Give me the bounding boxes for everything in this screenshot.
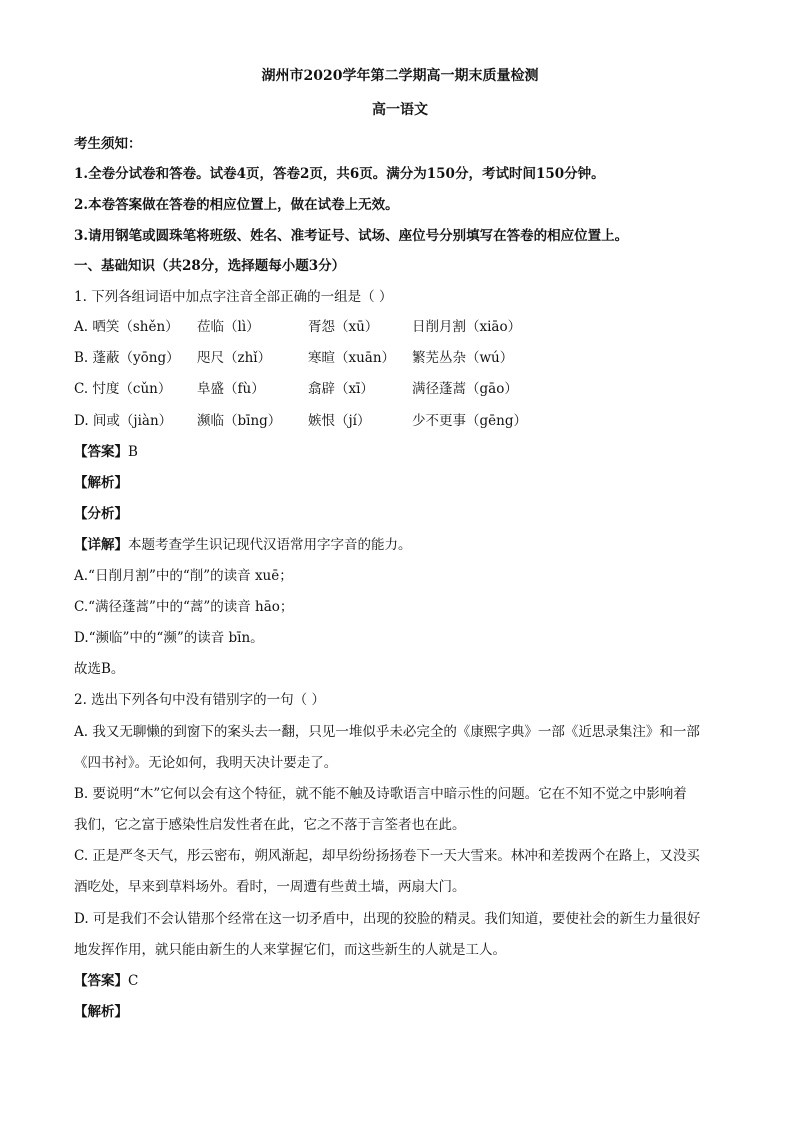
explanation-a: A.“日削月割”中的“削”的读音 xuē； xyxy=(74,568,293,584)
option-cell: B. 蓬蔽（yōng） xyxy=(74,350,180,366)
option-cell: 嫉恨（jí） xyxy=(308,413,371,429)
question-2-option-c-line-1: C. 正是严冬天气，彤云密布，朔风渐起，却早纷纷扬扬卷下一天大雪来。林冲和差拨两个在路上，又没买 xyxy=(74,848,700,864)
question-2-analysis-tag: 【解析】 xyxy=(74,1004,128,1020)
option-cell: 濒临（bīng） xyxy=(197,413,282,429)
answer-value: B xyxy=(128,444,138,460)
option-cell: 日削月割（xiāo） xyxy=(412,319,522,335)
notice-item-1: 1.全卷分试卷和答卷。试卷4页，答卷2页，共6页。满分为150分，考试时间150分钟。 xyxy=(74,166,605,182)
option-cell: 少不更事（gēng） xyxy=(412,413,527,429)
question-2-option-a-line-2: 《四书衬》。无论如何，我明天决计要走了。 xyxy=(74,755,338,771)
explanation-c: C.“满径蓬蒿”中的“蒿”的读音 hāo； xyxy=(74,599,294,615)
detail-text: 本题考查学生识记现代汉语常用字字音的能力。 xyxy=(128,537,412,553)
option-cell: 寒暄（xuān） xyxy=(308,350,396,366)
question-1-fenxi-tag: 【分析】 xyxy=(74,506,128,522)
option-cell: 繁芜丛杂（wú） xyxy=(412,350,514,366)
question-2-stem: 2. 选出下列各句中没有错别字的一句（ ） xyxy=(74,692,325,708)
answer-tag: 【答案】 xyxy=(74,444,128,460)
exam-subject: 高一语文 xyxy=(372,102,428,118)
question-2-option-c-line-2: 酒吃处，早来到草料场外。看时，一周遭有些黄土墙，两扇大门。 xyxy=(74,879,466,895)
question-1-detail xyxy=(74,535,726,555)
question-2-answer xyxy=(74,971,726,991)
question-1-stem: 1. 下列各组词语中加点字注音全部正确的一组是（ ） xyxy=(74,289,393,305)
option-cell: C. 忖度（cǔn） xyxy=(74,381,172,397)
question-1-analysis-tag: 【解析】 xyxy=(74,475,128,491)
question-1-answer xyxy=(74,442,726,462)
question-2-option-d-line-1: D. 可是我们不会认错那个经常在这一切矛盾中，出现的狡脸的精灵。我们知道，要使社会的新生力量很好 xyxy=(74,911,701,927)
question-1-conclusion: 故选B。 xyxy=(74,661,125,677)
option-cell: D. 间或（jiàn） xyxy=(74,413,173,429)
option-cell: 莅临（lì） xyxy=(197,319,260,335)
question-2-option-d-line-2: 地发挥作用，就只能由新生的人来掌握它们，而这些新生的人就是工人。 xyxy=(74,942,506,958)
question-2-option-b-line-1: B. 要说明“木”它何以会有这个特征，就不能不触及诗歌语言中暗示性的问题。它在不知不觉之中影响着 xyxy=(74,786,687,802)
detail-tag: 【详解】 xyxy=(74,537,128,553)
notice-item-3: 3.请用钢笔或圆珠笔将班级、姓名、准考证号、试场、座位号分别填写在答卷的相应位置上。 xyxy=(74,228,629,244)
question-2-option-a-line-1: A. 我又无聊懒的到窗下的案头去一翻，只见一堆似乎未必完全的《康熙字典》一部《近思录集注》和一部 xyxy=(74,724,700,740)
option-cell: A. 哂笑（shěn） xyxy=(74,319,179,335)
option-cell: 咫尺（zhǐ） xyxy=(197,350,272,366)
option-cell: 阜盛（fù） xyxy=(197,381,265,397)
exam-title: 湖州市2020学年第二学期高一期末质量检测 xyxy=(261,68,539,84)
section-heading: 一、基础知识（共28分，选择题每小题3分） xyxy=(74,258,346,274)
option-cell: 满径蓬蒿（gāo） xyxy=(412,381,518,397)
notice-heading: 考生须知： xyxy=(74,136,142,152)
notice-item-2: 2.本卷答案做在答卷的相应位置上，做在试卷上无效。 xyxy=(74,197,399,213)
option-cell: 胥怨（xū） xyxy=(308,319,379,335)
explanation-d: D.“濒临”中的“濒”的读音 bīn。 xyxy=(74,630,264,646)
answer-value: C xyxy=(128,973,139,989)
answer-tag: 【答案】 xyxy=(74,973,128,989)
question-2-option-b-line-2: 我们，它之富于感染性启发性者在此，它之不落于言筌者也在此。 xyxy=(74,817,466,833)
option-cell: 翕辟（xī） xyxy=(308,381,374,397)
